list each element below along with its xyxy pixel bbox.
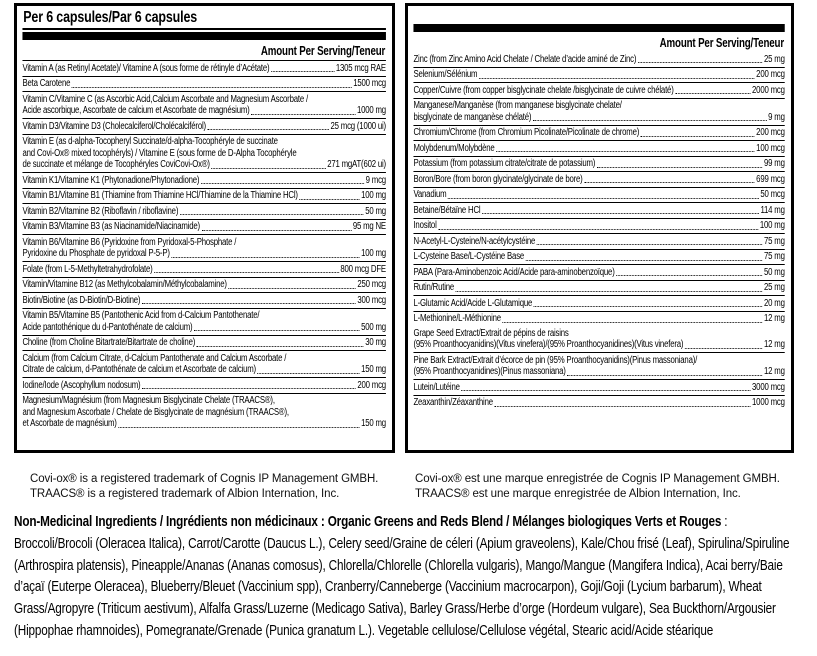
ingredient-name: L-Methionine/L-Méthionine: [413, 313, 501, 324]
ingredient-row: [413, 264, 784, 280]
amount-value: 99 mg: [764, 158, 785, 169]
dotted-leader: [597, 167, 763, 168]
ingredient-row-last-line: [22, 279, 385, 291]
amount-value: 200 mcg: [357, 379, 386, 391]
ingredient-name: (95% Proanthocyanidines)(Pinus massoniana): [413, 366, 566, 377]
dotted-leader: [494, 406, 750, 407]
ingredient-row: [413, 280, 784, 296]
ingredient-name: L-Cysteine Base/L-Cystéine Base: [413, 251, 525, 262]
panel-minerals: [405, 3, 794, 453]
amount-value: 271 mgAT(602 ui): [327, 159, 386, 170]
ingredient-row: [22, 118, 385, 134]
ingredient-row: [22, 188, 385, 204]
ingredient-row: [22, 76, 385, 92]
ingredient-name: Vanadium: [413, 189, 447, 200]
ingredient-name: Betaine/Bétaïne HCl: [413, 204, 481, 216]
non-medicinal-ingredients-section: [14, 511, 809, 642]
ingredient-row: [22, 91, 385, 118]
trademark-note-english: [30, 472, 410, 501]
dotted-leader: [482, 213, 759, 214]
dotted-leader: [496, 151, 755, 152]
dotted-leader: [118, 427, 359, 428]
dotted-leader: [194, 330, 360, 331]
ingredient-row: [22, 308, 385, 335]
ingredient-row: [413, 156, 784, 172]
dotted-leader: [479, 78, 755, 79]
ingredient-name: Folate (from L-5-Methyltetrahydrofolate): [22, 263, 153, 275]
amount-value: 95 mg NE: [352, 221, 386, 232]
ingredient-name: Beta Carotene: [22, 78, 71, 89]
ingredient-row: [413, 311, 784, 327]
ingredient-name: Selenium/Sélénium: [413, 69, 478, 80]
dotted-leader: [142, 388, 356, 389]
ingredient-name: Pyridoxine du Phosphate de pyridoxal P-5-P): [22, 248, 170, 259]
ingredient-name: Inositol: [413, 220, 437, 231]
ingredient-row: [413, 295, 784, 311]
ingredient-name: (95% Proanthocyanidins)(Vitus vinefera)/(95% Proanthocyanidines)(Vitus vinefera): [413, 339, 684, 350]
ingredient-row-last-line: [22, 264, 385, 276]
ingredient-name: Zinc (from Zinc Amino Acid Chelate / Chelate d’acide aminé de Zinc): [413, 53, 637, 65]
ingredient-row: [22, 219, 385, 235]
dotted-leader: [251, 114, 355, 115]
ingredient-name: bisglycinate de manganèse chélaté): [413, 111, 532, 123]
ingredient-row-last-line: [413, 220, 784, 232]
ingredient-row-last-line: [22, 78, 385, 90]
dotted-leader: [154, 272, 339, 273]
ingredient-name: Copper/Cuivre (from copper bisglycinate chelate /bisglycinate de cuivre chélaté): [413, 84, 674, 96]
amount-value: 699 mcg: [756, 173, 785, 185]
amount-value: 20 mg: [764, 297, 785, 309]
ingredient-row: [22, 335, 385, 351]
amount-value: 1000 mcg: [752, 397, 785, 408]
amount-per-serving-header: Amount Per Serving/Teneur: [260, 44, 386, 58]
dotted-leader: [72, 87, 352, 88]
amount-value: 12 mg: [764, 313, 785, 324]
amount-value: 25 mcg (1000 ui): [330, 120, 386, 132]
ingredient-row-last-line: [22, 337, 385, 349]
amount-per-serving-header: Amount Per Serving/Teneur: [659, 36, 784, 50]
non-medicinal-heading: Non-Medicinal Ingredients / Ingrédients non médicinaux : Organic Greens and Reds Blend / Mélanges biologiques Verts et Rouges: [14, 513, 722, 530]
serving-size-title: Per 6 capsules/Par 6 capsules: [22, 6, 385, 30]
ingredient-name: Vitamin B3/Vitamine B3 (as Niacinamide/Niacinamide): [22, 221, 200, 232]
amount-value: 200 mcg: [756, 69, 785, 80]
ingredient-row-last-line: [22, 206, 385, 218]
ingredient-row-last-line: [22, 105, 385, 117]
ingredient-row-last-line: [413, 205, 784, 217]
amount-value: 50 mcg: [760, 189, 785, 200]
trademark-line: Covi-ox® est une marque enregistrée de Cognis IP Management GMBH.: [415, 473, 780, 485]
ingredient-row-last-line: [22, 248, 385, 260]
ingredient-row: [413, 249, 784, 265]
ingredient-name-line: Manganese/Manganèse (from manganese bisglycinate chelate/: [413, 100, 622, 111]
amount-value: 800 mcg DFE: [340, 263, 386, 275]
ingredient-name-line: Vitamin E (as d-alpha-Tocopheryl Succinate/d-alpha-Tocophéryle de succinate: [22, 136, 278, 147]
amount-value: 100 mg: [361, 190, 386, 201]
amount-value: 25 mg: [764, 282, 785, 293]
amount-value: 25 mg: [764, 53, 785, 65]
ingredient-row: [22, 377, 385, 393]
dotted-leader: [534, 306, 763, 307]
ingredient-row-last-line: [413, 127, 784, 139]
ingredient-name: Biotin/Biotine (as D-Biotin/D-Biotine): [22, 294, 141, 306]
amount-value: 1000 mg: [356, 105, 386, 116]
ingredient-name: Vitamin A (as Retinyl Acetate)/ Vitamine A (sous forme de rétinyle d’Acétate): [22, 62, 270, 74]
ingredient-name: Vitamin B2/Vitamine B2 (Riboflavin / riboflavine): [22, 205, 179, 217]
dotted-leader: [201, 183, 364, 184]
ingredient-row-last-line: [22, 63, 385, 75]
ingredient-row-last-line: [22, 364, 385, 376]
ingredient-name: Boron/Bore (from boron glycinate/glycinate de bore): [413, 173, 583, 185]
ingredient-row: [22, 134, 385, 173]
dotted-leader: [171, 257, 359, 258]
ingredient-row-last-line: [413, 251, 784, 263]
amount-value: 1500 mcg: [353, 78, 386, 89]
ingredient-row-last-line: [22, 121, 385, 133]
ingredient-row-last-line: [22, 322, 385, 334]
ingredient-row: [22, 277, 385, 293]
ingredient-row: [22, 172, 385, 188]
ingredient-row: [22, 261, 385, 277]
amount-value: 9 mcg: [365, 174, 386, 186]
ingredient-row-last-line: [413, 112, 784, 124]
dotted-leader: [448, 198, 759, 199]
ingredient-row-last-line: [22, 380, 385, 392]
ingredient-name: Acide ascorbique, Ascorbate de calcium et Ascorbate de magnésium): [22, 105, 250, 116]
ingredient-name-line: and Covi-Ox® mixed tocophéryls) / Vitamine E (sous forme de D-Alpha Tocophéryle: [22, 147, 297, 159]
panel-vitamins: [14, 3, 395, 453]
dotted-leader: [641, 136, 755, 137]
amount-value: 12 mg: [764, 339, 785, 350]
amount-value: 100 mg: [361, 248, 386, 259]
dotted-leader: [503, 322, 763, 323]
amount-value: 50 mg: [365, 205, 386, 217]
ingredient-name-line: and Magnesium Ascorbate / Chelate de Bisglycinate de magnésium (TRAACS®),: [22, 406, 289, 418]
ingredient-row-last-line: [22, 295, 385, 307]
ingredient-name: Lutein/Lutéine: [413, 381, 460, 393]
dotted-leader: [202, 230, 352, 231]
amount-value: 50 mg: [764, 266, 785, 278]
dotted-leader: [299, 199, 359, 200]
ingredient-row: [413, 233, 784, 249]
ingredient-name-line: Magnesium/Magnésium (from Magnesium Bisglycinate Chelate (TRAACS®),: [22, 395, 275, 406]
ingredient-row-last-line: [413, 267, 784, 279]
ingredient-row: [413, 125, 784, 141]
ingredient-name: N-Acetyl-L-Cysteine/N-acétylcystéine: [413, 235, 536, 247]
ingredient-row: [22, 393, 385, 432]
ingredient-name: Vitamin B1/Vitamine B1 (Thiamine from Thiamine HCl/Thiamine de la Thiamine HCl): [22, 190, 298, 201]
amount-value: 100 mcg: [756, 142, 785, 154]
dotted-leader: [197, 346, 364, 347]
ingredient-row-last-line: [413, 313, 784, 325]
dotted-leader: [567, 375, 762, 376]
amount-value: 75 mg: [764, 251, 785, 262]
dotted-leader: [228, 288, 355, 289]
dotted-leader: [142, 303, 356, 304]
panel-left-content: [17, 6, 391, 431]
ingredient-row-last-line: [413, 298, 784, 310]
ingredient-row-last-line: [413, 85, 784, 97]
ingredient-row-last-line: [22, 221, 385, 233]
ingredient-row-last-line: [22, 175, 385, 187]
ingredient-row: [413, 82, 784, 98]
dotted-leader: [456, 291, 763, 292]
ingredient-name-line: Vitamin B5/Vitamine B5 (Pantothenic Acid from d-Calcium Pantothenate/: [22, 310, 260, 321]
ingredient-row: [413, 98, 784, 125]
ingredient-row-last-line: [413, 236, 784, 248]
ingredient-row-last-line: [413, 397, 784, 409]
amount-value: 3000 mcg: [752, 381, 785, 393]
amount-value: 500 mg: [361, 321, 386, 333]
ingredient-list-left: [22, 60, 385, 431]
ingredient-name: Acide pantothénique du d-Pantothénate de calcium): [22, 321, 193, 333]
dotted-leader: [584, 182, 754, 183]
ingredient-name-line: Calcium (from Calcium Citrate, d-Calcium Pantothenate and Calcium Ascorbate /: [22, 352, 287, 364]
ingredient-row: [22, 292, 385, 308]
ingredient-row: [413, 218, 784, 234]
amount-value: 114 mg: [760, 204, 785, 216]
divider-bar: [22, 32, 385, 40]
ingredient-row-last-line: [413, 189, 784, 201]
ingredient-row-last-line: [413, 143, 784, 155]
dotted-leader: [537, 244, 763, 245]
ingredient-row: [413, 379, 784, 395]
dotted-leader: [638, 62, 763, 63]
ingredient-row-last-line: [413, 366, 784, 378]
ingredient-name: Molybdenum/Molybdène: [413, 142, 495, 154]
amount-value: 100 mg: [759, 220, 785, 231]
ingredient-name: Vitamin D3/Vitamine D3 (Cholecalciferol/Cholécalciférol): [22, 120, 206, 132]
amount-value: 12 mg: [764, 366, 785, 377]
ingredient-name: Zeaxanthin/Zéaxanthine: [413, 397, 493, 408]
ingredient-row-last-line: [413, 69, 784, 81]
ingredient-name-line: Grape Seed Extract/Extrait de pépins de raisins: [413, 327, 569, 339]
ingredient-row: [413, 352, 784, 379]
dotted-leader: [180, 214, 364, 215]
ingredient-name: et Ascorbate de magnésium): [22, 418, 117, 429]
trademark-line: TRAACS® est une marque enregistrée de Albion Internation, Inc.: [415, 487, 741, 500]
ingredient-name-line: Vitamin C/Vitamine C (as Ascorbic Acid,Calcium Ascorbate and Magnesium Ascorbate /: [22, 93, 308, 105]
ingredient-row-last-line: [413, 282, 784, 294]
amount-value: 150 mg: [361, 364, 386, 375]
dotted-leader: [461, 390, 750, 391]
dotted-leader: [685, 348, 763, 349]
non-medicinal-paragraph: [14, 511, 808, 642]
dotted-leader: [257, 373, 359, 374]
ingredient-name: PABA (Para-Aminobenzoic Acid/Acide para-aminobenzoïque): [413, 266, 615, 278]
ingredient-row: [22, 203, 385, 219]
ingredient-row: [22, 60, 385, 76]
ingredient-name: Vitamin/Vitamine B12 (as Methylcobalamin/Méthylcobalamine): [22, 279, 227, 290]
ingredient-name: Vitamin K1/Vitamine K1 (Phytonadione/Phytonadione): [22, 174, 200, 186]
ingredient-list-right: [413, 52, 784, 410]
dotted-leader: [211, 168, 325, 169]
ingredient-row: [413, 326, 784, 352]
dotted-leader: [438, 229, 758, 230]
amount-value: 75 mg: [764, 235, 785, 247]
dotted-leader: [675, 93, 750, 94]
dotted-leader: [533, 120, 767, 121]
ingredient-row-last-line: [413, 382, 784, 394]
panel-right-content: [408, 6, 790, 410]
ingredient-row-last-line: [22, 418, 385, 430]
ingredient-row-last-line: [22, 159, 385, 171]
dotted-leader: [526, 260, 763, 261]
ingredient-name-line: Pine Bark Extract/Extrait d’écorce de pin (95% Proanthocyanidins)(Pinus massoniana)/: [413, 354, 698, 366]
ingredient-row-last-line: [22, 190, 385, 202]
amount-value: 1305 mcg RAE: [335, 62, 386, 74]
ingredient-row: [413, 395, 784, 411]
ingredient-row-last-line: [413, 174, 784, 186]
ingredient-row: [413, 171, 784, 187]
ingredient-row-last-line: [413, 339, 784, 351]
amount-value: 200 mcg: [756, 127, 785, 138]
trademark-line: Covi-ox® is a registered trademark of Cognis IP Management GMBH.: [30, 473, 379, 485]
ingredient-row: [413, 202, 784, 218]
ingredient-name: Rutin/Rutine: [413, 282, 455, 293]
amount-value: 150 mg: [361, 418, 386, 429]
ingredient-row-last-line: [413, 158, 784, 170]
ingredient-name: L-Glutamic Acid/Acide L-Glutamique: [413, 297, 533, 309]
dotted-leader: [271, 71, 334, 72]
ingredient-row: [413, 67, 784, 83]
ingredient-row-last-line: [413, 54, 784, 66]
ingredient-row: [22, 234, 385, 261]
amount-value: 9 mg: [768, 111, 785, 123]
ingredient-row: [413, 52, 784, 67]
ingredient-name: de succinate et mélange de Tocophéryles CoviCovi-Ox®): [22, 159, 210, 170]
divider-bar: [413, 24, 784, 32]
ingredient-name-line: Vitamin B6/Vitamine B6 (Pyridoxine from Pyridoxal-5-Phosphate /: [22, 236, 237, 248]
ingredient-name: Iodine/Iode (Ascophyllum nodosum): [22, 379, 141, 391]
ingredient-name: Chromium/Chrome (from Chromium Picolinate/Picolinate de chrome): [413, 127, 640, 138]
dotted-leader: [616, 275, 762, 276]
amount-value: 250 mcg: [357, 279, 386, 290]
amount-value: 300 mcg: [357, 294, 386, 306]
dotted-leader: [207, 129, 328, 130]
trademark-line: TRAACS® is a registered trademark of Albion Internation, Inc.: [30, 487, 340, 500]
ingredient-row: [413, 140, 784, 156]
ingredient-name: Citrate de calcium, d-Pantothénate de calcium et Ascorbate de calcium): [22, 364, 256, 375]
ingredient-row: [413, 187, 784, 203]
non-medicinal-list: : Broccoli/Brocoli (Oleracea Italica), Carrot/Carotte (Daucus L.), Celery seed/Graine de céleri (Apium graveolens), Kale/Chou frisé (Leaf), Spirulina/Spiruline (Arthrospira platensis), Pineapple/Ananas (Ananas comosus), Chlorella/Chlorelle (Chlorella vulgaris), Mango/Mangue (Mangifera Indica), Acai berry/Baie d’açaï (Euterpe Oleracea), Blueberry/Bleuet (Vaccinium spp), Cranberry/Canneberge (Vaccinium macrocarpon), Goji/Goji (Lycium barbarum), Wheat Grass/Agropyre (Triticum aestivum), Alfalfa Grass/Luzerne (Medicago Sativa), Barley Grass/Herbe d’orge (Hordeum vulgare), Sea Buckthorn/Argousier (Hippophae rhamnoides), Pomegranate/Grenade (Punica granatum L.). Vegetable cellulose/Cellulose végétal, Stearic acid/Acide stéarique: [14, 513, 790, 639]
ingredient-name: Potassium (from potassium citrate/citrate de potassium): [413, 158, 596, 169]
ingredient-name: Choline (from Choline Bitartrate/Bitartrate de choline): [22, 337, 196, 348]
amount-value: 2000 mcg: [752, 84, 785, 96]
ingredient-row: [22, 350, 385, 377]
trademark-note-french: [415, 472, 810, 501]
amount-value: 30 mg: [365, 337, 386, 348]
